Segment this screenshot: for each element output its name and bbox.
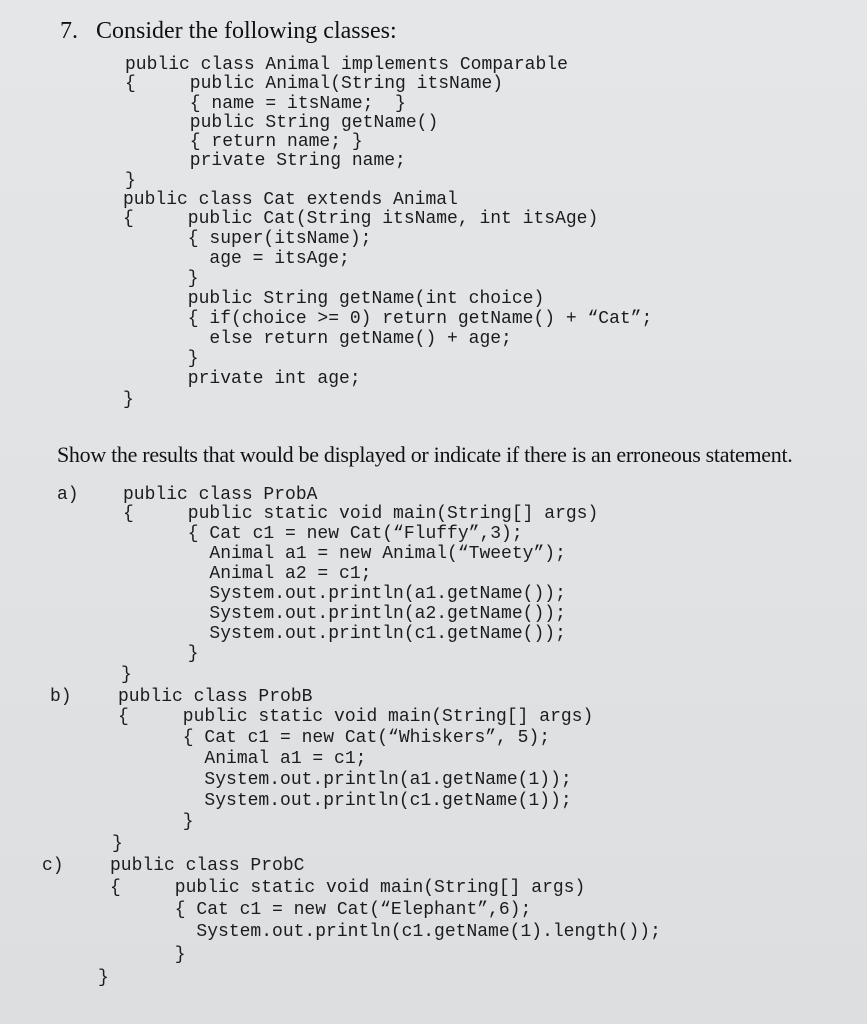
code-line: } (125, 171, 136, 191)
code-line: public class Cat extends Animal (123, 190, 458, 210)
code-line: { Cat c1 = new Cat(“Whiskers”, 5); (118, 728, 551, 748)
code-line: else return getName() + age; (123, 329, 512, 349)
code-line: System.out.println(a1.getName()); (123, 584, 566, 604)
code-line: public String getName(int choice) (123, 289, 545, 309)
code-line: } (98, 968, 109, 988)
code-line: { public static void main(String[] args) (110, 878, 586, 898)
question-title: Consider the following classes: (96, 18, 397, 44)
code-line: System.out.println(a1.getName(1)); (118, 770, 572, 790)
code-line: { Cat c1 = new Cat(“Elephant”,6); (110, 900, 532, 920)
code-line: } (123, 390, 134, 410)
part-label: a) (57, 485, 79, 505)
code-line: public class Animal implements Comparable (125, 55, 568, 75)
code-line: { public static void main(String[] args) (118, 707, 594, 727)
code-line: public class ProbA (123, 485, 318, 505)
code-line: System.out.println(c1.getName()); (123, 624, 566, 644)
code-line: Animal a2 = c1; (123, 564, 372, 584)
instruction-text: Show the results that would be displayed or indicate if there is an erroneous statement. (57, 442, 793, 467)
question-heading (60, 18, 397, 45)
code-line: private String name; (125, 151, 406, 171)
code-line: Animal a1 = new Animal(“Tweety”); (123, 544, 566, 564)
code-line: { public Cat(String itsName, int itsAge) (123, 209, 599, 229)
code-line: System.out.println(c1.getName(1)); (118, 791, 572, 811)
code-line: } (123, 349, 199, 369)
code-line: { name = itsName; } (125, 94, 406, 114)
part-label: c) (42, 856, 64, 876)
code-line: public class ProbB (118, 687, 313, 707)
code-line: { public static void main(String[] args) (123, 504, 599, 524)
code-line: System.out.println(c1.getName(1).length()); (110, 922, 661, 942)
code-line: { if(choice >= 0) return getName() + “Cat”; (123, 309, 653, 329)
code-line: Animal a1 = c1; (118, 749, 367, 769)
code-line: } (118, 812, 194, 832)
code-line: } (123, 644, 199, 664)
code-line: System.out.println(a2.getName()); (123, 604, 566, 624)
code-line: } (110, 945, 186, 965)
code-line: } (123, 269, 199, 289)
code-line: } (121, 665, 132, 685)
code-line: } (112, 834, 123, 854)
code-line: { Cat c1 = new Cat(“Fluffy”,3); (123, 524, 523, 544)
code-line: { super(itsName); (123, 229, 372, 249)
code-line: public class ProbC (110, 856, 305, 876)
question-number: 7. (60, 18, 78, 44)
code-line: private int age; (123, 369, 361, 389)
code-line: { return name; } (125, 132, 363, 152)
code-line: { public Animal(String itsName) (125, 74, 504, 94)
code-line: age = itsAge; (123, 249, 350, 269)
code-line: public String getName() (125, 113, 439, 133)
part-label: b) (50, 687, 72, 707)
